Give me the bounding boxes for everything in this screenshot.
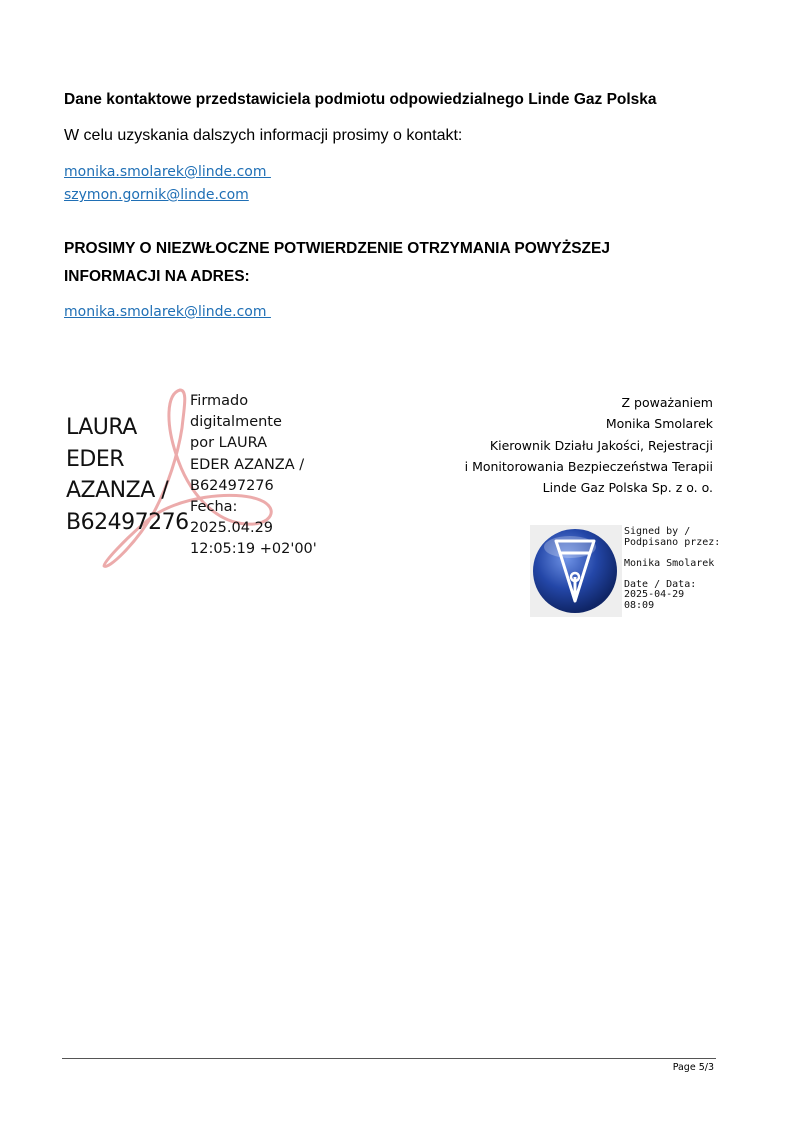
signed-stamp-text [624,527,720,611]
signature-detail-line: digitalmente [190,414,282,431]
confirmation-line-1: PROSIMY O NIEZWŁOCZNE POTWIERDZENIE OTRZYMANIA POWYŻSZEJ [64,240,610,257]
stamp-line: Podpisano przez: [624,536,721,548]
digital-signature-details [190,391,317,561]
signature-detail-line: B62497276 [190,477,274,494]
stamp-line: 2025-04-29 [624,589,685,600]
email-link-monika[interactable]: monika.smolarek@linde.com [64,164,271,180]
signature-detail-line: Firmado [190,393,249,409]
closing-line: Monika Smolarek [605,416,713,432]
contact-intro: W celu uzyskania dalszych informacji prosimy o kontakt: [64,127,463,144]
stamp-line: Date / Data: [624,578,697,590]
page-number: Page 5/3 [672,1062,714,1073]
confirmation-line-2: INFORMACJI NA ADRES: [64,268,250,285]
signature-detail-line: 12:05:19 +02'00' [190,541,317,558]
signer-name-line: LAURA [66,415,137,440]
fountain-pen-nib-icon [530,525,622,617]
stamp-line: 08:09 [624,599,655,611]
digital-signature-name [66,412,189,538]
closing-line: Linde Gaz Polska Sp. z o. o. [542,480,713,496]
stamp-line [624,548,720,559]
signer-name-line: B62497276 [66,509,189,535]
signature-detail-line: Fecha: [190,499,238,516]
confirmation-email-link[interactable]: monika.smolarek@linde.com [64,304,271,320]
stamp-line [624,569,720,580]
closing-line: Kierownik Działu Jakości, Rejestracji [489,437,713,453]
signature-detail-line: EDER AZANZA / [190,456,305,473]
closing-block [465,392,713,498]
contact-heading: Dane kontaktowe przedstawiciela podmiotu odpowiedzialnego Linde Gaz Polska [64,91,657,108]
signer-name-line: EDER [66,446,125,472]
email-link-szymon[interactable]: szymon.gornik@linde.com [64,187,249,203]
stamp-line: Monika Smolarek [624,557,715,569]
signer-name-line: AZANZA / [66,478,169,503]
closing-line: i Monitorowania Bezpieczeństwa Terapii [464,458,713,474]
closing-line: Z poważaniem [621,395,713,410]
signature-detail-line: 2025.04.29 [190,520,274,537]
signature-detail-line: por LAURA [190,435,267,452]
footer-divider [62,1058,716,1059]
stamp-line: Signed by / [624,526,691,537]
